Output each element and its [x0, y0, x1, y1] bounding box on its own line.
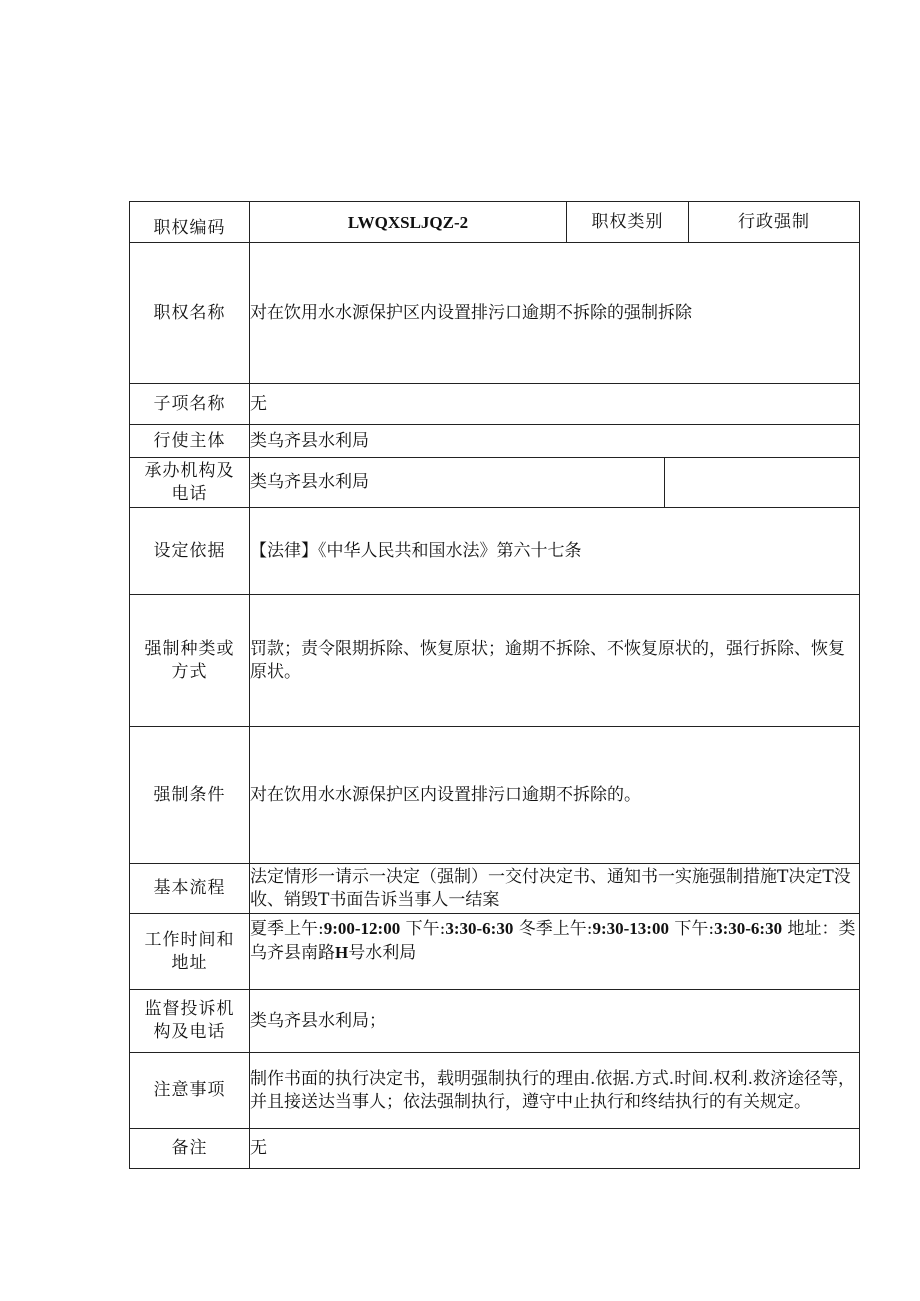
- notes-value: 制作书面的执行决定书，载明强制执行的理由.依据.方式.时间.权利.救济途径等，并且接送达当事人；依法强制执行，遵守中止执行和终结执行的有关规定。: [250, 1053, 860, 1129]
- sub-item-value: 无: [250, 384, 860, 425]
- agency-label: 承办机构及 电话: [130, 458, 250, 508]
- subject-value: 类乌齐县水利局: [250, 425, 860, 458]
- name-value: 对在饮用水水源保护区内设置排污口逾期不拆除的强制拆除: [250, 243, 860, 384]
- row-code: [130, 202, 860, 243]
- process-label: 基本流程: [130, 864, 250, 914]
- worktime-value: 夏季上午:9:00-12:00 下午:3:30-6:30 冬季上午:9:30-13:00 下午:3:30-6:30 地址：类乌齐县南路H号水利局: [250, 914, 860, 990]
- condition-value: 对在饮用水水源保护区内设置排污口逾期不拆除的。: [250, 727, 860, 864]
- agency-phone: [665, 458, 860, 508]
- worktime-label: 工作时间和 地址: [130, 914, 250, 990]
- row-name: [130, 243, 860, 384]
- row-process: [130, 864, 860, 914]
- row-method: [130, 595, 860, 727]
- row-remark: [130, 1129, 860, 1169]
- row-sub-item: [130, 384, 860, 425]
- sub-item-label: 子项名称: [130, 384, 250, 425]
- row-complaint: [130, 990, 860, 1053]
- process-value: 法定情形一请示一决定（强制）一交付决定书、通知书一实施强制措施T决定T没收、销毁T书面告诉当事人一结案: [250, 864, 860, 914]
- code-label: 职权编码: [130, 202, 250, 243]
- category-label: 职权类别: [567, 202, 689, 243]
- subject-label: 行使主体: [130, 425, 250, 458]
- method-label: 强制种类或 方式: [130, 595, 250, 727]
- method-value: 罚款；责令限期拆除、恢复原状；逾期不拆除、不恢复原状的，强行拆除、恢复原状。: [250, 595, 860, 727]
- row-worktime: [130, 914, 860, 990]
- basis-label: 设定依据: [130, 508, 250, 595]
- basis-value: 【法律】《中华人民共和国水法》第六十七条: [250, 508, 860, 595]
- row-agency: [130, 458, 860, 508]
- remark-label: 备注: [130, 1129, 250, 1169]
- row-basis: [130, 508, 860, 595]
- code-value: LWQXSLJQZ-2: [250, 202, 567, 243]
- name-label: 职权名称: [130, 243, 250, 384]
- notes-label: 注意事项: [130, 1053, 250, 1129]
- category-value: 行政强制: [689, 202, 860, 243]
- complaint-value: 类乌齐县水利局；: [250, 990, 860, 1053]
- condition-label: 强制条件: [130, 727, 250, 864]
- authority-table: [129, 201, 860, 1169]
- agency-value: 类乌齐县水利局: [250, 458, 665, 508]
- row-notes: [130, 1053, 860, 1129]
- complaint-label: 监督投诉机 构及电话: [130, 990, 250, 1053]
- row-condition: [130, 727, 860, 864]
- row-subject: [130, 425, 860, 458]
- remark-value: 无: [250, 1129, 860, 1169]
